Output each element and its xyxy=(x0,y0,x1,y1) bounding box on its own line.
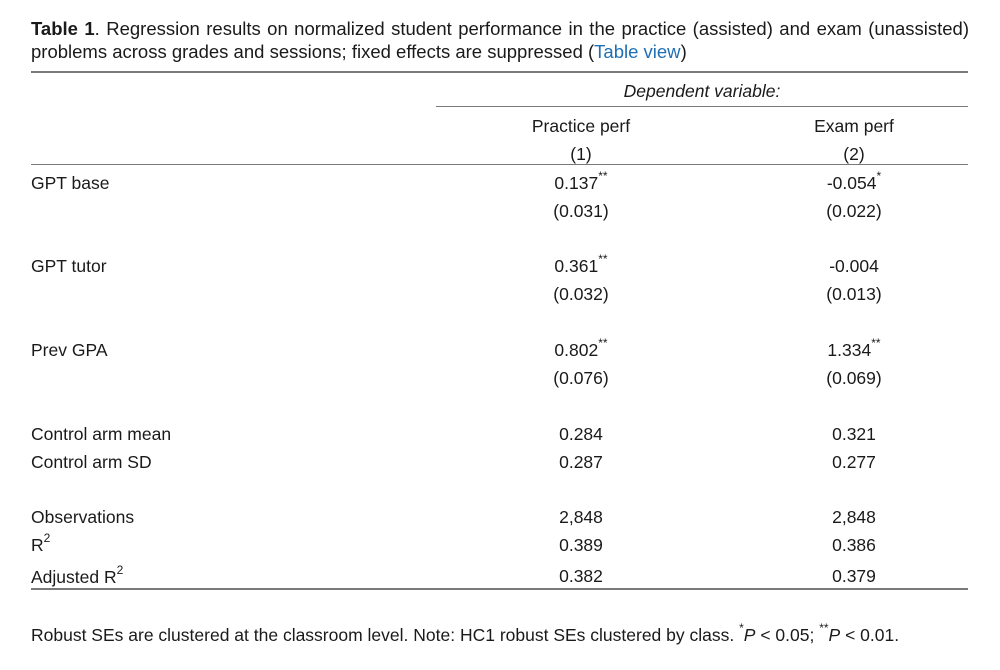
row-label-adjusted-r2: Adjusted $R^2$ xyxy=(31,563,124,587)
se-gpt-tutor-practice: (0.032) xyxy=(553,284,609,304)
coef-gpt-base-practice: 0.137** xyxy=(554,169,608,193)
table-label: Table 1 xyxy=(31,18,95,39)
coef-gpt-base-exam: -0.054* xyxy=(826,169,882,193)
caption-text: . Regression results on normalized student performance in the practice (assisted) and exam (unassisted) problems across grades and sessions; fixed effects are suppressed ( xyxy=(31,18,970,62)
coef-gpt-tutor-exam: -0.004 xyxy=(829,256,879,276)
control-sd-exam: 0.277 xyxy=(832,452,876,472)
top-rule xyxy=(31,71,968,73)
row-label-r2: $R^2$ xyxy=(31,531,51,555)
row-label-observations: Observations xyxy=(31,507,135,527)
control-mean-practice: 0.284 xyxy=(559,424,603,444)
se-prev-gpa-exam: (0.069) xyxy=(826,368,882,388)
observations-practice: 2,848 xyxy=(559,507,603,527)
dependent-rule xyxy=(436,106,968,107)
r2-practice: 0.389 xyxy=(559,535,603,555)
adjusted-r2-practice: 0.382 xyxy=(559,566,603,586)
column-header-practice: Practice perf xyxy=(531,116,631,136)
coef-prev-gpa-practice: 0.802** xyxy=(554,336,608,360)
column-number-2: (2) xyxy=(843,144,865,164)
se-gpt-base-exam: (0.022) xyxy=(826,201,882,221)
row-label-control-mean: Control arm mean xyxy=(31,424,172,444)
se-gpt-tutor-exam: (0.013) xyxy=(826,284,882,304)
se-gpt-base-practice: (0.031) xyxy=(553,201,609,221)
row-label-control-sd: Control arm SD xyxy=(31,452,152,472)
row-label-gpt-base: GPT base xyxy=(31,173,110,193)
se-prev-gpa-practice: (0.076) xyxy=(553,368,609,388)
caption-close: ) xyxy=(680,41,687,62)
column-header-exam: Exam perf xyxy=(814,116,894,136)
observations-exam: 2,848 xyxy=(832,507,876,527)
adjusted-r2-exam: 0.379 xyxy=(832,566,876,586)
column-number-1: (1) xyxy=(570,144,592,164)
row-label-gpt-tutor: GPT tutor xyxy=(31,256,107,276)
table-note: Robust SEs are clustered at the classroom level. Note: HC1 robust SEs clustered by class. *P < 0.05; **P < 0.01. xyxy=(31,621,900,645)
bottom-rule xyxy=(31,588,968,590)
control-mean-exam: 0.321 xyxy=(832,424,876,444)
r2-exam: 0.386 xyxy=(832,535,876,555)
row-label-prev-gpa: Prev GPA xyxy=(31,340,108,360)
table-caption xyxy=(31,17,969,63)
table-view-link[interactable]: Table view xyxy=(594,41,681,62)
control-sd-practice: 0.287 xyxy=(559,452,603,472)
dependent-variable-heading: Dependent variable: xyxy=(623,81,781,101)
coef-prev-gpa-exam: 1.334** xyxy=(827,336,881,360)
coef-gpt-tutor-practice: 0.361** xyxy=(554,252,608,276)
